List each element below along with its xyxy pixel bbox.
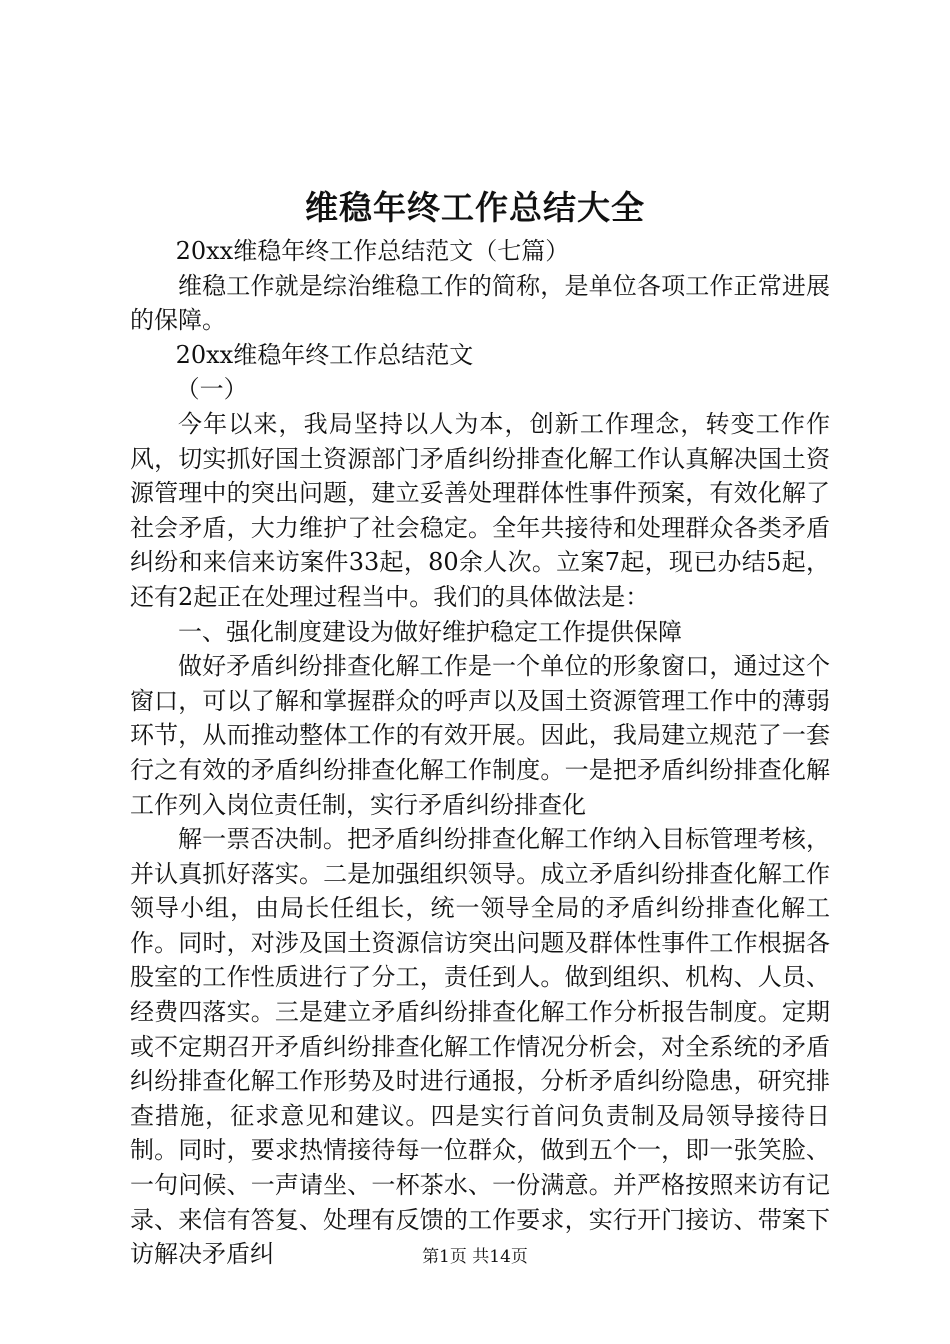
body-paragraph: 今年以来，我局坚持以人为本，创新工作理念，转变工作作风，切实抓好国土资源部门矛盾纠纷排查化解工作认真解决国土资源管理中的突出问题，建立妥善处理群体性事件预案，有效化解了社会矛盾，大力维护了社会稳定。全年共接待和处理群众各类矛盾纠纷和来信来访案件33起，80余人次。立案7起，现已办结5起，还有2起正在处理过程当中。我们的具体做法是： <box>130 409 830 611</box>
body-paragraph: 解一票否决制。把矛盾纠纷排查化解工作纳入目标管理考核，并认真抓好落实。二是加强组织领导。成立矛盾纠纷排查化解工作领导小组，由局长任组长，统一领导全局的矛盾纠纷排查化解工作。同时，对涉及国土资源信访突出问题及群体性事件工作根据各股室的工作性质进行了分工，责任到人。做到组织、机构、人员、经费四落实。三是建立矛盾纠纷排查化解工作分析报告制度。定期或不定期召开矛盾纠纷排查化解工作情况分析会，对全系统的矛盾纠纷排查化解工作形势及时进行通报，分析矛盾纠纷隐患，研究排查措施，征求意见和建议。四是实行首问负责制及局领导接待日制。同时，要求热情接待每一位群众，做到五个一，即一张笑脸、一句问候、一声请坐、一杯茶水、一份满意。并严格按照来访有记录、来信有答复、处理有反馈的工作要求，实行开门接访、带案下访解决矛盾纠 <box>130 825 830 1269</box>
part-number: （一） <box>175 375 248 404</box>
page-number-footer: 第1页 共14页 <box>422 1247 528 1267</box>
body-paragraph: 做好矛盾纠纷排查化解工作是一个单位的形象窗口，通过这个窗口，可以了解和掌握群众的呼声以及国土资源管理工作中的薄弱环节，从而推动整体工作的有效开展。因此，我局建立规范了一套行之有效的矛盾纠纷排查化解工作制度。一是把矛盾纠纷排查化解工作列入岗位责任制，实行矛盾纠纷排查化 <box>130 652 830 819</box>
section-heading: 20xx维稳年终工作总结范文 <box>175 340 474 369</box>
document-title: 维稳年终工作总结大全 <box>305 188 645 227</box>
subtitle-paragraph: 20xx维稳年终工作总结范文（七篇） <box>175 237 570 265</box>
intro-paragraph: 维稳工作就是综治维稳工作的简称，是单位各项工作正常进展的保障。 <box>130 271 830 335</box>
document-body <box>130 234 830 1272</box>
subheading-paragraph: 一、强化制度建设为做好维护稳定工作提供保障 <box>178 617 682 646</box>
